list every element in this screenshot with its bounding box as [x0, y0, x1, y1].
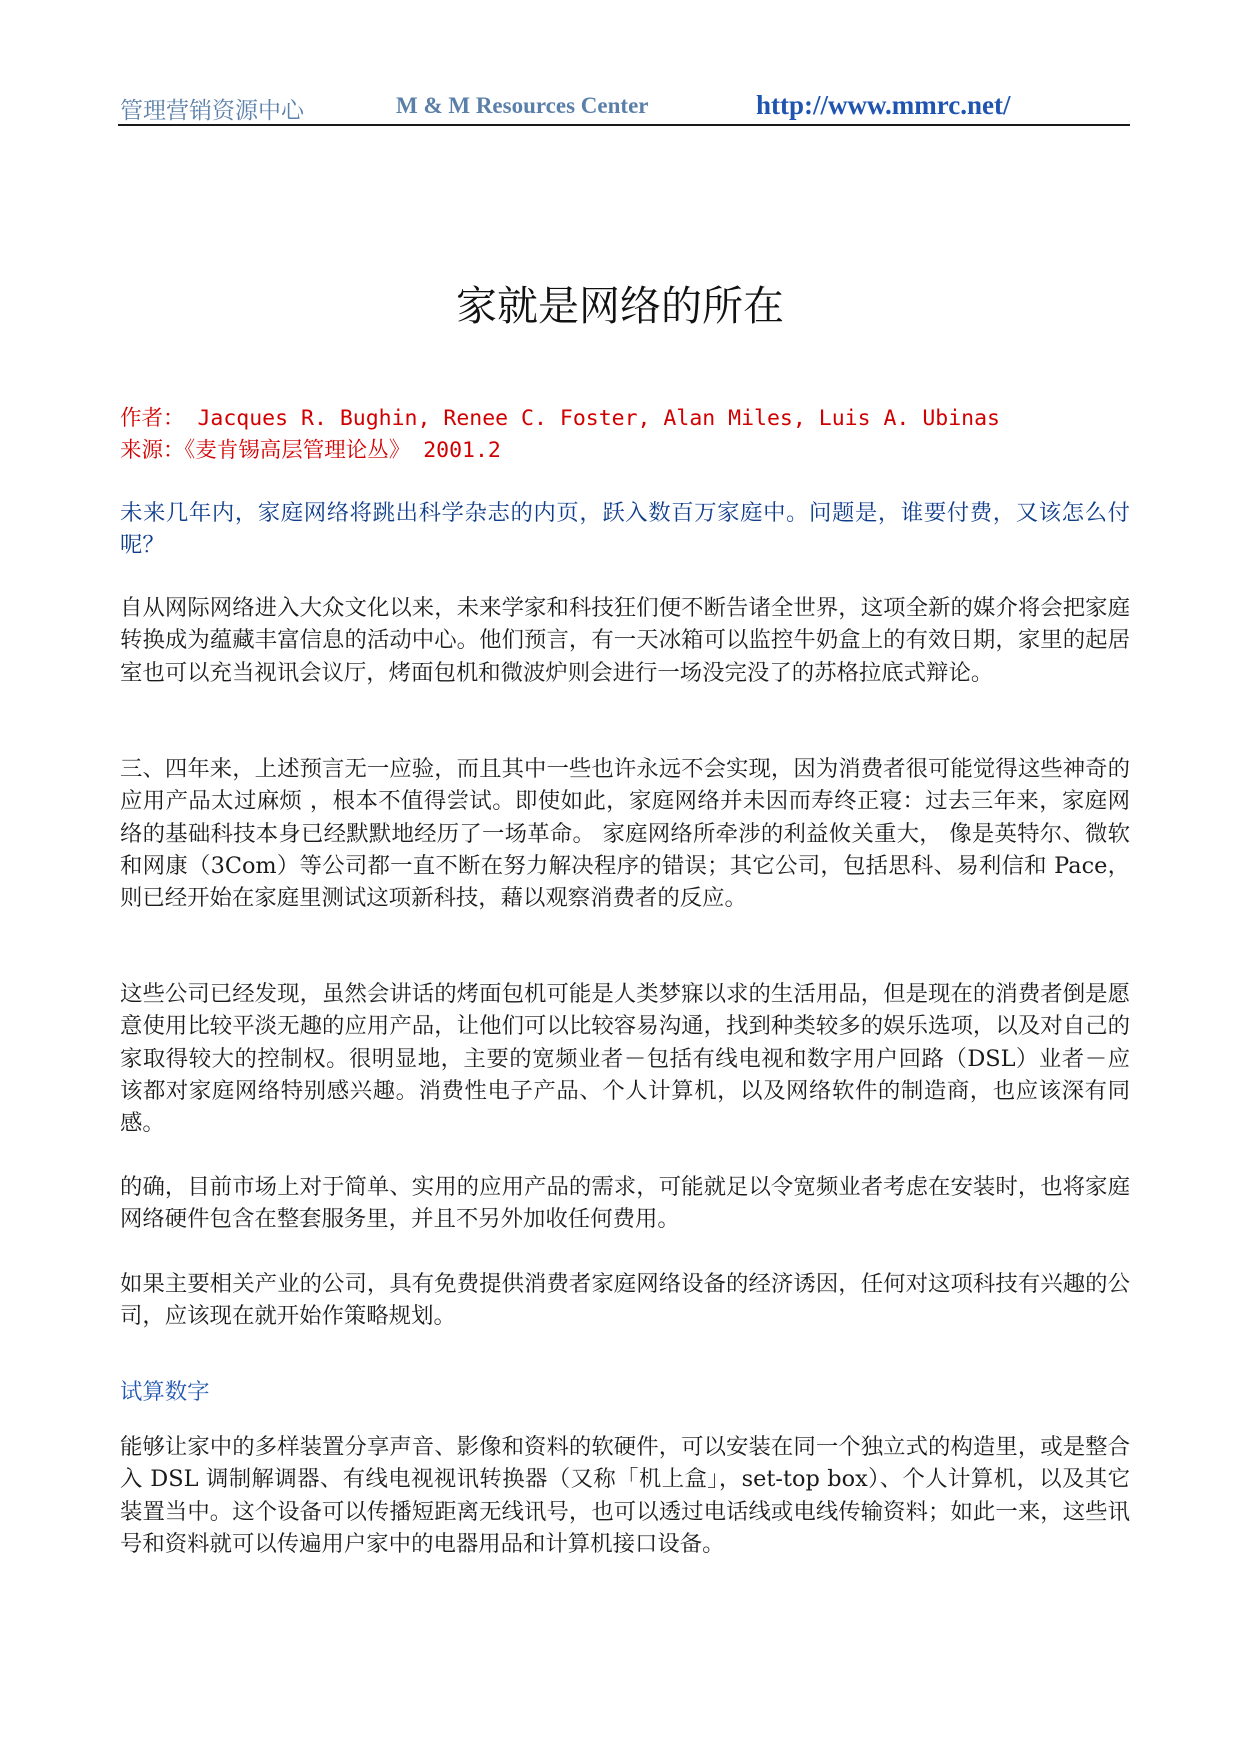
- body-paragraph-2: 三、四年来，上述预言无一应验，而且其中一些也许永远不会实现，因为消费者很可能觉得这些神奇的应用产品太过麻烦 ，根本不值得尝试。即使如此，家庭网络并未因而寿终正寝：过去三年来，家庭网络的基础科技本身已经默默地经历了一场革命。 家庭网络所牵涉的利益攸关重大， 像是英特尔、微软和网康（3Com）等公司都一直不断在努力解决程序的错误；其它公司，包括思科、易利信和 Pace，则已经开始在家庭里测试这项新科技，藉以观察消费者的反应。: [120, 756, 1130, 912]
- header-site-name-en: M & M Resources Center: [396, 93, 649, 118]
- body-paragraph-1: 自从网际网络进入大众文化以来，未来学家和科技狂们便不断告诸全世界，这项全新的媒介将会把家庭转换成为蕴藏丰富信息的活动中心。他们预言，有一天冰箱可以监控牛奶盒上的有效日期，家里的起居室也可以充当视讯会议厅，烤面包机和微波炉则会进行一场没完没了的苏格拉底式辩论。: [120, 595, 1130, 686]
- header-url-link[interactable]: http://www.mmrc.net/: [756, 90, 1011, 120]
- section-paragraph-1: 能够让家中的多样装置分享声音、影像和资料的软硬件，可以安装在同一个独立式的构造里，或是整合入 DSL 调制解调器、有线电视视讯转换器（又称「机上盒」，set-top box）、个人计算机，以及其它装置当中。这个设备可以传播短距离无线讯号，也可以透过电话线或电线传输资料；如此一来，这些讯号和资料就可以传遍用户家中的电器用品和计算机接口设备。: [120, 1434, 1130, 1557]
- author-line: 作者： Jacques R. Bughin, Renee C. Foster, Alan Miles, Luis A. Ubinas: [120, 406, 1000, 431]
- page-header: [118, 88, 1130, 126]
- body-paragraph-3: 这些公司已经发现，虽然会讲话的烤面包机可能是人类梦寐以求的生活用品，但是现在的消费者倒是愿意使用比较平淡无趣的应用产品，让他们可以比较容易沟通，找到种类较多的娱乐选项，以及对自己的家取得较大的控制权。很明显地，主要的宽频业者－包括有线电视和数字用户回路（DSL）业者－应该都对家庭网络特别感兴趣。消费性电子产品、个人计算机，以及网络软件的制造商，也应该深有同感。: [120, 981, 1130, 1137]
- section-heading: 试算数字: [120, 1379, 210, 1405]
- header-site-name-cn: 管理营销资源中心: [120, 98, 304, 124]
- article-title: 家就是网络的所在: [456, 282, 784, 331]
- body-paragraph-5: 如果主要相关产业的公司，具有免费提供消费者家庭网络设备的经济诱因，任何对这项科技有兴趣的公司，应该现在就开始作策略规划。: [120, 1271, 1130, 1330]
- body-paragraph-4: 的确，目前市场上对于简单、实用的应用产品的需求，可能就足以令宽频业者考虑在安装时，也将家庭网络硬件包含在整套服务里，并且不另外加收任何费用。: [120, 1174, 1130, 1233]
- lead-paragraph: 未来几年内，家庭网络将跳出科学杂志的内页，跃入数百万家庭中。问题是，谁要付费，又该怎么付呢？: [120, 500, 1130, 559]
- source-line: 来源：《麦肯锡高层管理论丛》 2001.2: [120, 438, 501, 463]
